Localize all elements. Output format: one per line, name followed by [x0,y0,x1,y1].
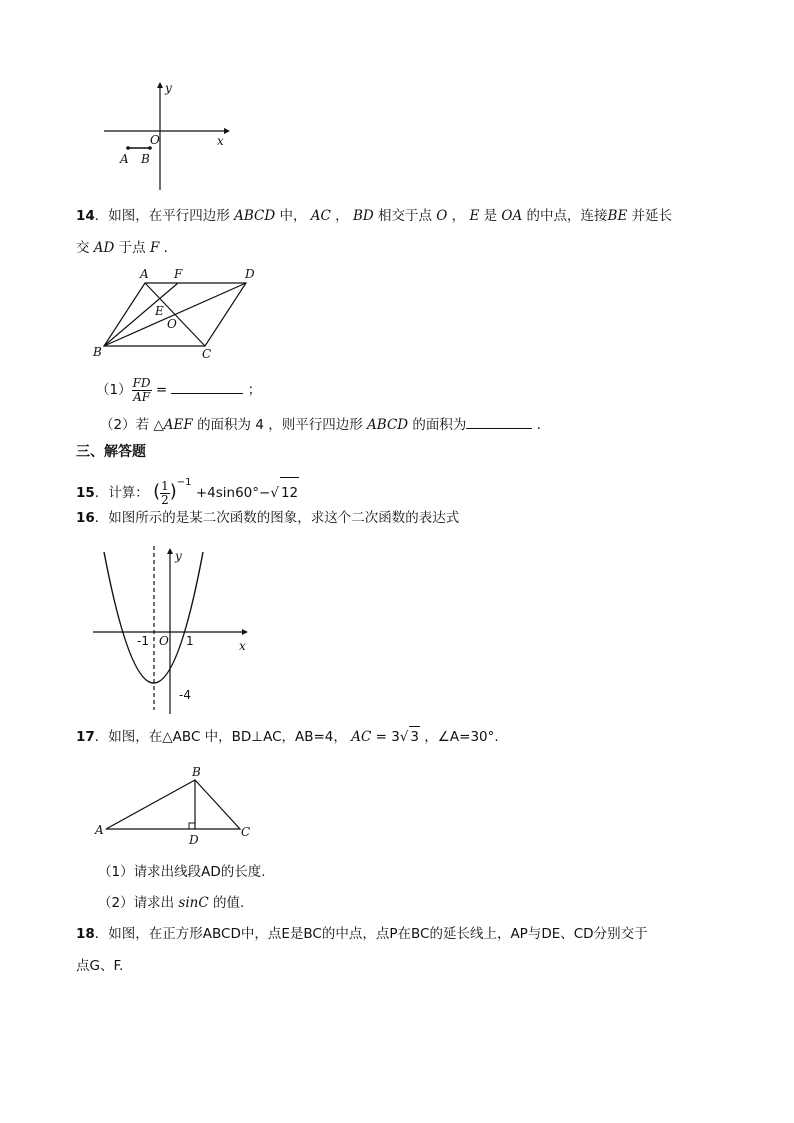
sqrt-radicand: 12 [280,477,299,508]
q14-comma: ， [335,208,349,224]
q17-line [76,726,499,747]
label-o: O [167,317,177,331]
q16-text: ．如图所示的是某二次函数的图象，求这个二次函数的表达式 [94,510,460,526]
q16-number: 16 [76,510,95,526]
label-e: E [155,304,164,318]
q17-sinc: sinC [178,895,209,911]
label-minus-one: -1 [137,634,149,648]
q14-part2-text: ，则平行四边形 [268,417,363,433]
label-a: A [120,152,129,166]
answer-blank [466,414,532,429]
figure-triangle [92,764,262,848]
q14-part1 [96,376,261,404]
q18-number: 18 [76,926,95,942]
q14-o: O [436,208,448,224]
label-d: D [245,267,255,281]
fraction-one-half [160,480,170,507]
label-x: x [217,134,224,148]
q14-text: 的中点，连接 [526,208,608,224]
q14-line2 [76,238,177,258]
label-f: F [174,267,183,281]
q14-part2 [100,414,550,435]
q18-line2 [76,956,123,976]
q17-part2-text: 的值. [212,895,245,911]
q14-be: BE [607,208,628,224]
sqrt-symbol: √ [399,729,409,745]
q15-text: ．计算： [94,485,149,501]
label-o: O [150,133,160,147]
q14-part1-label: （1） [96,382,132,398]
label-b: B [192,765,201,779]
q14-text: 于点 [118,240,146,256]
fraction-numerator: FD [132,375,151,390]
label-d: D [189,833,199,847]
segment-bf [104,283,178,346]
figure-axes-ab [98,78,238,193]
label-a: A [95,823,104,837]
q14-ac: AC [310,208,331,224]
q17-part1-text: （1）请求出线段AD的长度. [98,864,266,880]
q14-text: ．如图，在平行四边形 [94,208,230,224]
q14-part2-end: ． [536,417,551,433]
exponent: −1 [176,477,192,488]
x-axis-arrow [242,629,248,635]
q14-text: ． [163,240,178,256]
label-minus-four: -4 [179,688,191,702]
q14-text: 相交于点 [378,208,432,224]
label-x: x [239,639,246,653]
fraction-fd-af [132,377,152,404]
label-b: B [141,152,150,166]
y-axis-arrow [167,548,173,554]
q17-number: 17 [76,729,95,745]
diagonal-bd [104,283,246,346]
q18-line1 [76,924,648,944]
q18-text: ．如图，在正方形ABCD中，点E是BC的中点，点P在BC的延长线上，AP与DE、CD分别交于 [94,926,648,942]
y-axis-arrow [157,82,163,88]
q14-part1-end: ； [247,382,262,398]
triangle-symbol: △ [153,417,164,433]
q14-number: 14 [76,208,95,224]
q17-part1 [98,862,266,882]
x-axis-arrow [224,128,230,134]
q14-bd: BD [352,208,374,224]
q17-equals: = 3 [375,729,400,745]
q14-area-value: 4 [255,417,264,433]
q14-oa: OA [501,208,523,224]
paren-open: ( [153,481,161,502]
q14-aef: AEF [163,417,193,433]
sqrt-radicand: 3 [409,726,420,747]
label-one: 1 [186,634,194,648]
q14-line1 [76,206,672,226]
q14-text: 中， [279,208,307,224]
q14-text: 并延长 [631,208,673,224]
label-c: C [241,825,251,839]
label-y: y [175,549,182,563]
fraction-numerator: 1 [161,478,169,493]
q14-text: 交 [76,240,90,256]
q15-line [76,468,299,508]
fraction-denominator: 2 [161,492,169,507]
paren-close: ) [169,481,177,502]
equals-sign: = [155,382,168,398]
q14-abcd: ABCD [367,417,409,433]
q16-line [76,508,459,528]
q14-part2-text: 的面积为 [412,417,467,433]
q14-f: F [149,240,160,256]
q18-text: 点G、F. [76,958,124,974]
q14-text: 是 [483,208,498,224]
label-y: y [165,81,172,95]
q14-e: E [469,208,480,224]
q17-text: ．如图，在△ABC 中，BD⊥AC，AB=4， [94,729,347,745]
right-angle-mark [189,823,195,829]
q17-ac: AC [351,729,372,745]
q14-part2-text: （2）若 [100,417,150,433]
figure-parabola [90,542,260,717]
q17-part2 [98,893,244,913]
triangle-abc [106,780,240,829]
sqrt-symbol: √ [270,485,279,501]
section-heading: 三、解答题 [76,444,146,460]
q14-part2-text: 的面积为 [197,417,252,433]
q17-text: ，∠A=30°. [424,729,499,745]
fraction-denominator: AF [133,389,151,404]
label-c: C [202,347,212,361]
q14-ad: AD [93,240,115,256]
label-a: A [140,267,149,281]
figure-parallelogram [88,264,268,364]
q15-number: 15 [76,485,95,501]
label-b: B [93,345,102,359]
q17-part2-text: （2）请求出 [98,895,175,911]
q14-comma: ， [451,208,466,224]
q14-abcd: ABCD [234,208,276,224]
point-a [126,146,130,150]
answer-blank [171,379,243,394]
label-o: O [159,634,169,648]
q15-expression: +4sin60°− [195,485,271,501]
